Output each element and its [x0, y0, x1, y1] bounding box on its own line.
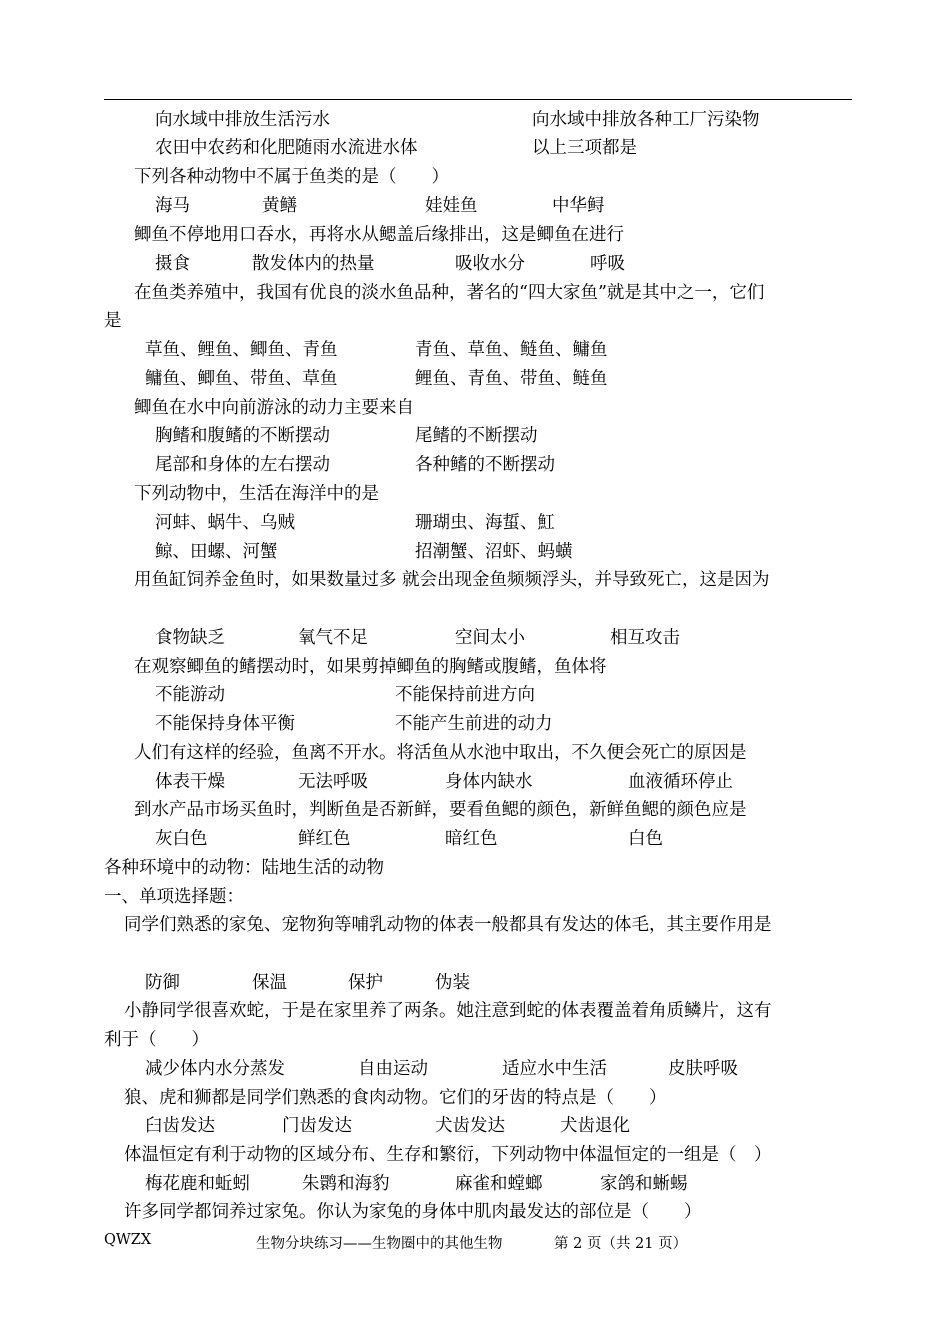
- question-text: 小静同学很喜欢蛇，于是在家里养了两条。她注意到蛇的体表覆盖着角质鳞片，这有: [124, 1001, 772, 1021]
- option-text: 散发体内的热量: [252, 254, 375, 274]
- option-text: 河蚌、蜗牛、乌贼: [155, 513, 295, 533]
- option-text: 胸鳍和腹鳍的不断摆动: [155, 426, 330, 446]
- option-text: 草鱼、鲤鱼、鲫鱼、青鱼: [145, 340, 338, 360]
- question-text: 鲫鱼在水中向前游泳的动力主要来自: [134, 398, 414, 418]
- section-heading: 一、单项选择题：: [104, 887, 244, 907]
- question-text: 体温恒定有利于动物的区域分布、生存和繁衍，下列动物中体温恒定的一组是（ ）: [124, 1145, 772, 1165]
- option-text: 不能保持前进方向: [395, 685, 535, 705]
- header-rule: [104, 99, 852, 100]
- question-text: 在鱼类养殖中，我国有优良的淡水鱼品种，著名的“四大家鱼”就是其中之一，它们: [134, 283, 765, 303]
- option-text: 犬齿退化: [560, 1116, 630, 1136]
- question-text: 到水产品市场买鱼时，判断鱼是否新鲜，要看鱼鳃的颜色，新鲜鱼鳃的颜色应是: [134, 800, 747, 820]
- question-text: 利于（ ）: [104, 1030, 209, 1050]
- option-text: 鲸、田螺、河蟹: [155, 542, 278, 562]
- option-text: 血液循环停止: [628, 772, 733, 792]
- question-text: 用鱼缸饲养金鱼时，如果数量过多 就会出现金鱼频频浮头，并导致死亡，这是因为: [134, 570, 770, 590]
- option-text: 适应水中生活: [502, 1059, 607, 1079]
- option-text: 空间太小: [455, 628, 525, 648]
- option-text: 中华鲟: [552, 196, 605, 216]
- option-text: 暗红色: [445, 829, 498, 849]
- option-text: 摄食: [155, 254, 190, 274]
- option-text: 鲜红色: [298, 829, 351, 849]
- option-text: 减少体内水分蒸发: [145, 1059, 285, 1079]
- option-text: 不能产生前进的动力: [395, 714, 553, 734]
- footer-left: QWZX: [104, 1232, 152, 1248]
- option-text: 呼吸: [590, 254, 625, 274]
- option-text: 海马: [155, 196, 190, 216]
- question-text: 下列动物中，生活在海洋中的是: [134, 484, 379, 504]
- question-text: 许多同学都饲养过家兔。你认为家兔的身体中肌肉最发达的部位是（ ）: [124, 1202, 702, 1222]
- option-text: 防御: [145, 973, 180, 993]
- option-text: 犬齿发达: [435, 1116, 505, 1136]
- option-text: 娃娃鱼: [425, 196, 478, 216]
- option-text: 麻雀和螳螂: [455, 1174, 543, 1194]
- option-text: 体表干燥: [155, 772, 225, 792]
- question-text: 狼、虎和狮都是同学们熟悉的食肉动物。它们的牙齿的特点是（ ）: [124, 1088, 667, 1108]
- option-text: 黄鳝: [262, 196, 297, 216]
- option-text: 门齿发达: [282, 1116, 352, 1136]
- option-text: 农田中农药和化肥随雨水流进水体: [155, 138, 418, 158]
- option-text: 家鸽和蜥蜴: [600, 1174, 688, 1194]
- footer-title: 生物分块练习——生物圈中的其他生物: [256, 1236, 503, 1252]
- option-text: 各种鳍的不断摆动: [415, 455, 555, 475]
- option-text: 氧气不足: [298, 628, 368, 648]
- option-text: 青鱼、草鱼、鲢鱼、鳙鱼: [415, 340, 608, 360]
- option-text: 不能保持身体平衡: [155, 714, 295, 734]
- option-text: 保温: [252, 973, 287, 993]
- question-text: 下列各种动物中不属于鱼类的是（ ）: [134, 167, 449, 187]
- option-text: 朱鹮和海豹: [302, 1174, 390, 1194]
- option-text: 灰白色: [155, 829, 208, 849]
- option-text: 鳙鱼、鲫鱼、带鱼、草鱼: [145, 369, 338, 389]
- option-text: 向水域中排放生活污水: [155, 110, 330, 130]
- question-text: 是: [104, 311, 122, 331]
- question-text: 同学们熟悉的家兔、宠物狗等哺乳动物的体表一般都具有发达的体毛，其主要作用是: [124, 915, 772, 935]
- option-text: 向水域中排放各种工厂污染物: [532, 110, 760, 130]
- question-text: 在观察鲫鱼的鳍摆动时，如果剪掉鲫鱼的胸鳍或腹鳍，鱼体将: [134, 657, 607, 677]
- option-text: 吸收水分: [455, 254, 525, 274]
- question-text: 鲫鱼不停地用口吞水，再将水从鳃盖后缘排出，这是鲫鱼在进行: [134, 225, 624, 245]
- option-text: 鲤鱼、青鱼、带鱼、鲢鱼: [415, 369, 608, 389]
- option-text: 招潮蟹、沼虾、蚂蟥: [415, 542, 573, 562]
- option-text: 保护: [348, 973, 383, 993]
- option-text: 无法呼吸: [298, 772, 368, 792]
- option-text: 自由运动: [358, 1059, 428, 1079]
- option-text: 尾鳍的不断摆动: [415, 426, 538, 446]
- page-number: 第 2 页（共 21 页）: [554, 1236, 688, 1252]
- option-text: 不能游动: [155, 685, 225, 705]
- option-text: 梅花鹿和蚯蚓: [145, 1174, 250, 1194]
- option-text: 伪装: [435, 973, 470, 993]
- option-text: 珊瑚虫、海蜇、魟: [415, 513, 555, 533]
- option-text: 身体内缺水: [445, 772, 533, 792]
- question-text: 人们有这样的经验，鱼离不开水。将活鱼从水池中取出，不久便会死亡的原因是: [134, 743, 747, 763]
- option-text: 尾部和身体的左右摆动: [155, 455, 330, 475]
- option-text: 以上三项都是: [532, 138, 637, 158]
- section-heading: 各种环境中的动物：陆地生活的动物: [104, 858, 384, 878]
- option-text: 食物缺乏: [155, 628, 225, 648]
- option-text: 臼齿发达: [145, 1116, 215, 1136]
- option-text: 相互攻击: [610, 628, 680, 648]
- option-text: 白色: [628, 829, 663, 849]
- option-text: 皮肤呼吸: [668, 1059, 738, 1079]
